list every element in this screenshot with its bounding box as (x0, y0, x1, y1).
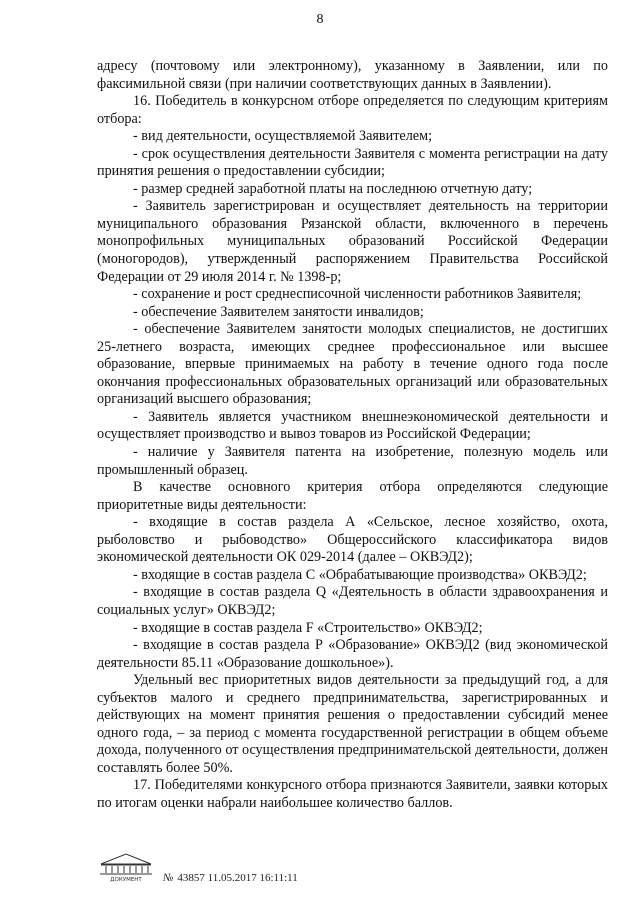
paragraph-item-16: 16. Победитель в конкурсном отборе определяется по следующим критериям отбора: (97, 93, 608, 127)
priority-section-q: - входящие в состав раздела Q «Деятельность в области здравоохранения и социальных услуг» ОКВЭД2; (97, 584, 608, 618)
criterion-disabled-employment: - обеспечение Заявителем занятости инвалидов; (133, 303, 424, 320)
registration-text: 43857 11.05.2017 16:11:11 (177, 872, 298, 884)
document-body (97, 58, 608, 813)
criterion-headcount-growth: - сохранение и рост среднесписочной численности работников Заявителя; (133, 286, 582, 303)
registration-number-sign: № (163, 872, 174, 884)
criterion-activity-duration: - срок осуществления деятельности Заявителя с момента регистрации на дату принятия решения о предоставлении субсидии; (97, 145, 608, 180)
priority-section-f: - входящие в состав раздела F «Строительство» ОКВЭД2; (133, 619, 483, 636)
criterion-monotown-registration: - Заявитель зарегистрирован и осуществляет деятельность на территории муниципального образования Рязанской области, включенного в перечень монопрофильных муниципальных образований Российской Федерации (моногородов), утвержденный распоряжением Правительства Российской Федерации от 29 июля 2014 г. № 1398-р; (97, 198, 608, 285)
criterion-patent: - наличие у Заявителя патента на изобретение, полезную модель или промышленный образец. (97, 444, 608, 478)
criterion-young-specialists: - обеспечение Заявителем занятости молодых специалистов, не достигших 25-летнего возраста, имеющих среднее профессиональное или высшее образование, впервые принимаемых на работу в течение одного года после окончания профессиональных образовательных организаций или образовательных организаций высшего образования; (97, 321, 608, 408)
paragraph-share-requirement: Удельный вес приоритетных видов деятельности за предыдущий год, а для субъектов малого и среднего предпринимательства, зарегистрированных и действующих на момент принятия решения о предоставлении субсидий менее одного года, – за период с момента государственной регистрации в общем объеме дохода, полученного от осуществления предпринимательской деятельности, должен составлять более 50%. (97, 672, 608, 776)
priority-section-c: - входящие в состав раздела С «Обрабатывающие производства» ОКВЭД2; (133, 566, 587, 583)
registration-stamp (163, 872, 298, 884)
criterion-foreign-trade: - Заявитель является участником внешнеэкономической деятельности и осуществляет производство и вывоз товаров из Российской Федерации; (97, 408, 608, 443)
logo-caption: ДОКУМЕНТ (110, 877, 142, 882)
criterion-average-salary: - размер средней заработной платы на последнюю отчетную дату; (133, 180, 533, 197)
paragraph-address-continuation: адресу (почтовому или электронному), указанному в Заявлении, или по факсимильной связи (при наличии соответствующих данных в Заявлении). (97, 58, 608, 92)
building-logo-icon (97, 850, 155, 882)
criterion-activity-type: - вид деятельности, осуществляемой Заявителем; (133, 128, 433, 145)
priority-section-p: - входящие в состав раздела Р «Образование» ОКВЭД2 (вид экономической деятельности 85.11 «Образование дошкольное»). (97, 637, 608, 671)
page-number: 8 (316, 12, 324, 27)
priority-section-a: - входящие в состав раздела А «Сельское, лесное хозяйство, охота, рыболовство и рыбоводство» Общероссийского классификатора видов экономической деятельности ОК 029-2014 (далее – ОКВЭД2); (97, 514, 608, 566)
paragraph-item-17: 17. Победителями конкурсного отбора признаются Заявители, заявки которых по итогам оценки набрали наибольшее количество баллов. (97, 777, 608, 811)
paragraph-priority-intro: В качестве основного критерия отбора определяются следующие приоритетные виды деятельности: (97, 479, 608, 513)
